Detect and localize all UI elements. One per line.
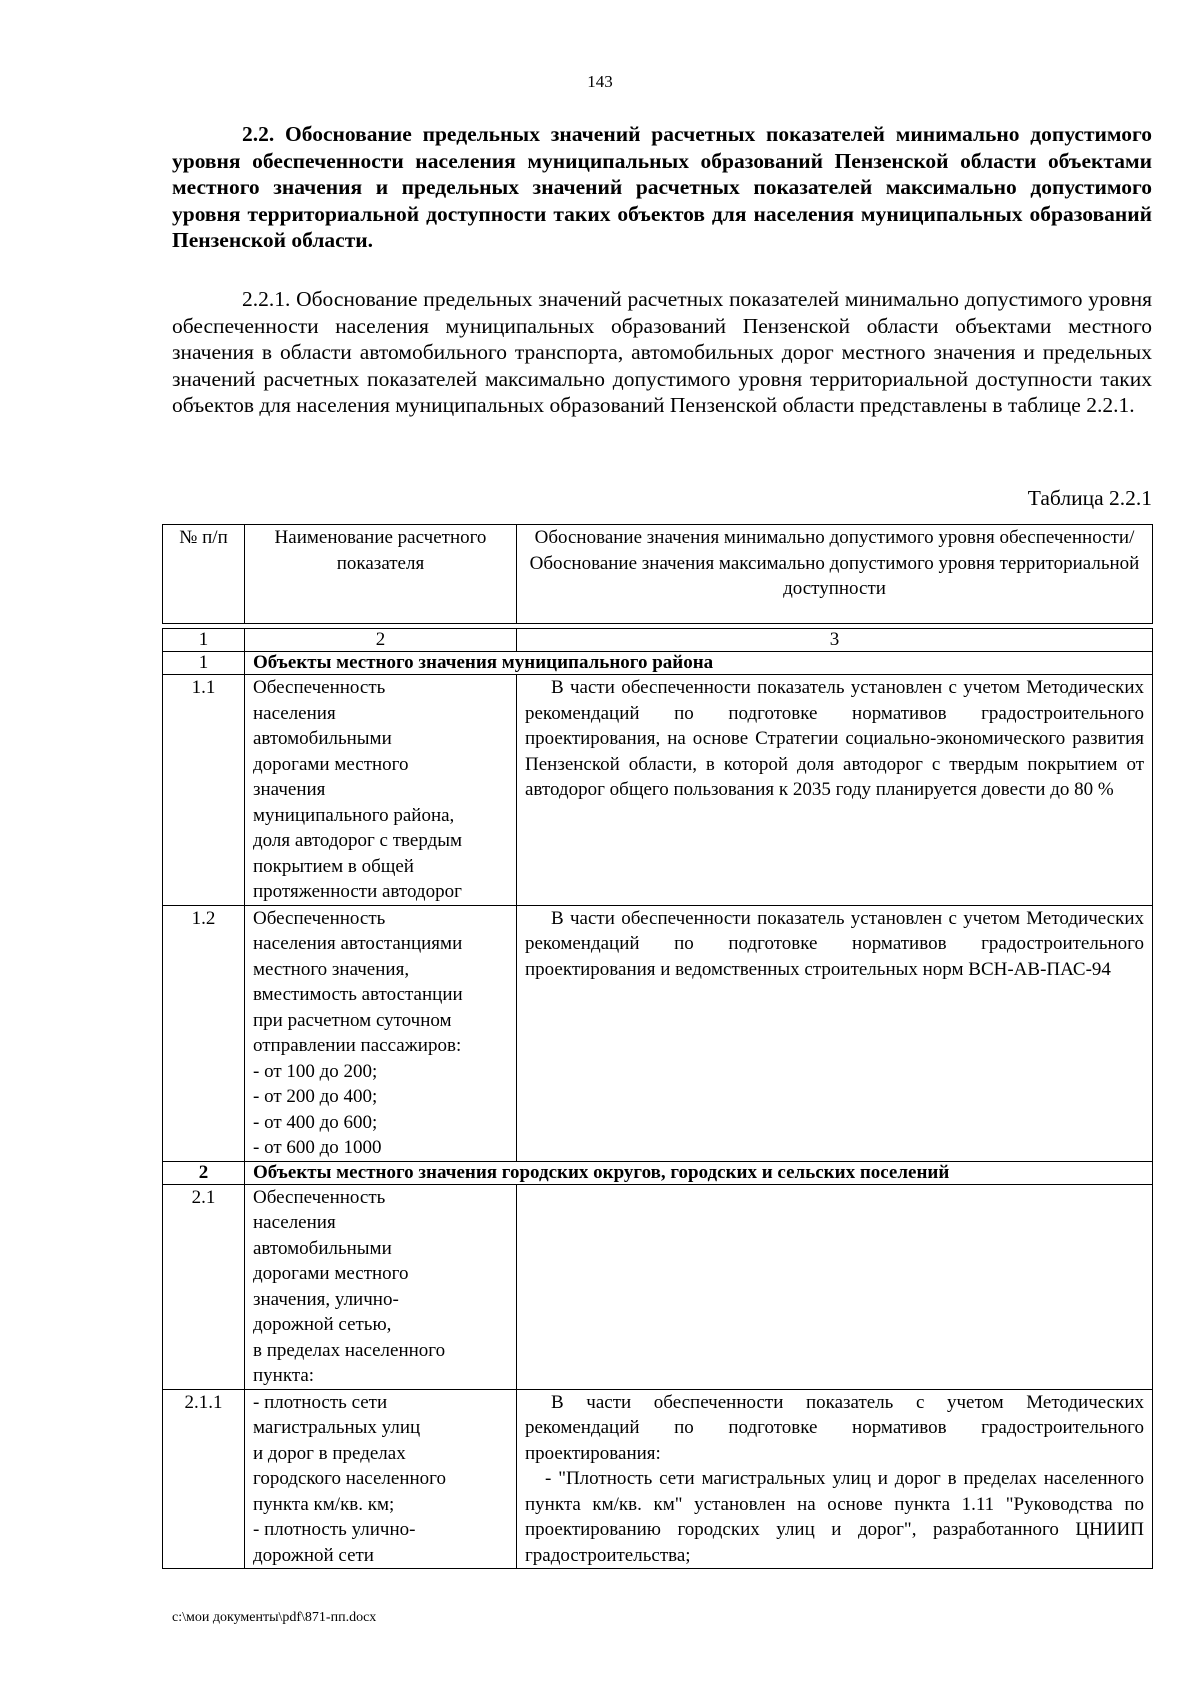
- name-line: - от 600 до 1000: [253, 1137, 382, 1158]
- name-line: - плотность сети: [253, 1391, 388, 1413]
- name-line: населения: [253, 702, 336, 724]
- row-justification-paragraph: [525, 1466, 1144, 1568]
- column-number: 2: [245, 629, 517, 652]
- name-line: муниципального района,: [253, 804, 455, 826]
- header-justification-line2: Обоснование значения максимально допустимого уровня территориальной доступности: [529, 552, 1140, 599]
- name-line: значения, улично-: [253, 1288, 399, 1310]
- name-line: дорожной сетью,: [253, 1314, 392, 1335]
- name-line: городского населенного: [253, 1468, 446, 1489]
- name-line: пункта:: [253, 1365, 315, 1386]
- section-row-1: [163, 652, 1153, 675]
- row-justification: [517, 1389, 1153, 1569]
- name-line: - плотность улично-: [253, 1519, 416, 1540]
- name-line: отправлении пассажиров:: [253, 1035, 462, 1056]
- row-num: 2.1: [163, 1184, 245, 1389]
- name-line: дорогами местного: [253, 753, 409, 775]
- section-title: Объекты местного значения муниципального района: [245, 652, 1153, 675]
- row-justification-text: В части обеспеченности показатель установлен с учетом Методических рекомендаций по подготовке нормативов градостроительного проектирования и ведомственных строительных норм ВСН-АВ-ПАС-94: [525, 907, 1144, 980]
- name-line: - от 100 до 200;: [253, 1060, 378, 1082]
- table-row: [163, 1184, 1153, 1389]
- section-num: 2: [163, 1161, 245, 1184]
- name-line: населения: [253, 1212, 336, 1233]
- column-number: 1: [163, 629, 245, 652]
- name-line: населения автостанциями: [253, 933, 463, 954]
- header-num: № п/п: [163, 525, 245, 624]
- row-justification-text: В части обеспеченности показатель с учетом Методических рекомендаций по подготовке нормативов градостроительного проектирования:: [525, 1391, 1144, 1464]
- row-indicator-name: [245, 905, 517, 1161]
- row-num: 2.1.1: [163, 1389, 245, 1569]
- row-indicator-name: [245, 1389, 517, 1569]
- name-line: пункта км/кв. км;: [253, 1493, 395, 1515]
- name-line: покрытием в общей: [253, 855, 414, 877]
- name-line: Обеспеченность: [253, 677, 386, 698]
- table-row: [163, 675, 1153, 906]
- name-line: в пределах населенного: [253, 1339, 446, 1361]
- indicator-table: [162, 524, 1153, 1569]
- name-line: дорогами местного: [253, 1263, 409, 1284]
- table-row: [163, 905, 1153, 1161]
- name-line: - от 400 до 600;: [253, 1111, 378, 1133]
- intro-paragraph-text: 2.2.1. Обоснование предельных значений расчетных показателей минимально допустимого уровня обеспеченности населения муниципальных образований Пензенской области объектами местного значения в области автомобильного транспорта, автомобильных дорог местного значения и предельных значений расчетных показателей максимально допустимого уровня территориальной доступности таких объектов для населения муниципальных образований Пензенской области представлены в таблице 2.2.1.: [172, 287, 1152, 417]
- table-header-row: [163, 525, 1153, 624]
- row-justification-text: - "Плотность сети магистральных улиц и дорог в пределах населенного пункта км/кв. км" установлен на основе пункта 1.11 "Руководства по проектированию городских улиц и дорог", разработанного ЦНИИП градостроительства;: [525, 1468, 1144, 1566]
- header-justification: [517, 525, 1153, 624]
- name-line: вместимость автостанции: [253, 984, 463, 1005]
- name-line: местного значения,: [253, 958, 410, 980]
- table-caption: Таблица 2.2.1: [1027, 486, 1152, 510]
- name-line: протяженности автодорог: [253, 881, 462, 902]
- name-line: - от 200 до 400;: [253, 1086, 378, 1107]
- footer-file-path: c:\мои документы\pdf\871-пп.docx: [172, 1610, 377, 1625]
- name-line: Обеспеченность: [253, 907, 386, 929]
- section-heading-text: 2.2. Обоснование предельных значений расчетных показателей минимально допустимого уровня обеспеченности населения муниципальных образований Пензенской области объектами местного значения и предельных значений расчетных показателей максимально допустимого уровня территориальной доступности таких объектов для населения муниципальных образований Пензенской области.: [172, 122, 1152, 252]
- section-row-2: [163, 1161, 1153, 1184]
- name-line: доля автодорог с твердым: [253, 830, 463, 851]
- row-num: 1.1: [163, 675, 245, 906]
- table-row: [163, 1389, 1153, 1569]
- name-line: магистральных улиц: [253, 1417, 421, 1438]
- name-line: значения: [253, 779, 326, 800]
- row-indicator-name: [245, 1184, 517, 1389]
- row-justification: [517, 675, 1153, 906]
- header-justification-line1: Обоснование значения минимально допустимого уровня обеспеченности/: [534, 527, 1135, 548]
- name-line: при расчетном суточном: [253, 1009, 452, 1031]
- section-title: Объекты местного значения городских округов, городских и сельских поселений: [245, 1161, 1153, 1184]
- row-indicator-name: [245, 675, 517, 906]
- column-number-row: [163, 629, 1153, 652]
- name-line: Обеспеченность: [253, 1186, 386, 1208]
- column-number: 3: [517, 629, 1153, 652]
- name-line: и дорог в пределах: [253, 1442, 406, 1464]
- section-heading: [172, 121, 1152, 254]
- page-number: 143: [587, 72, 613, 91]
- row-justification-text: В части обеспеченности показатель установлен с учетом Методических рекомендаций по подготовке нормативов градостроительного проектирования, на основе Стратегии социально-экономического развития Пензенской области, в которой доля автодорог с твердым покрытием от автодорог общего пользования к 2035 году планируется довести до 80 %: [525, 677, 1144, 800]
- row-justification: [517, 905, 1153, 1161]
- name-line: дорожной сети: [253, 1544, 374, 1566]
- section-num: 1: [163, 652, 245, 675]
- header-name: Наименование расчетного показателя: [245, 525, 517, 624]
- intro-paragraph: [172, 286, 1152, 419]
- name-line: автомобильными: [253, 728, 392, 749]
- name-line: автомобильными: [253, 1237, 392, 1259]
- row-justification-paragraph: [525, 1390, 1144, 1467]
- row-justification: [517, 1184, 1153, 1389]
- row-num: 1.2: [163, 905, 245, 1161]
